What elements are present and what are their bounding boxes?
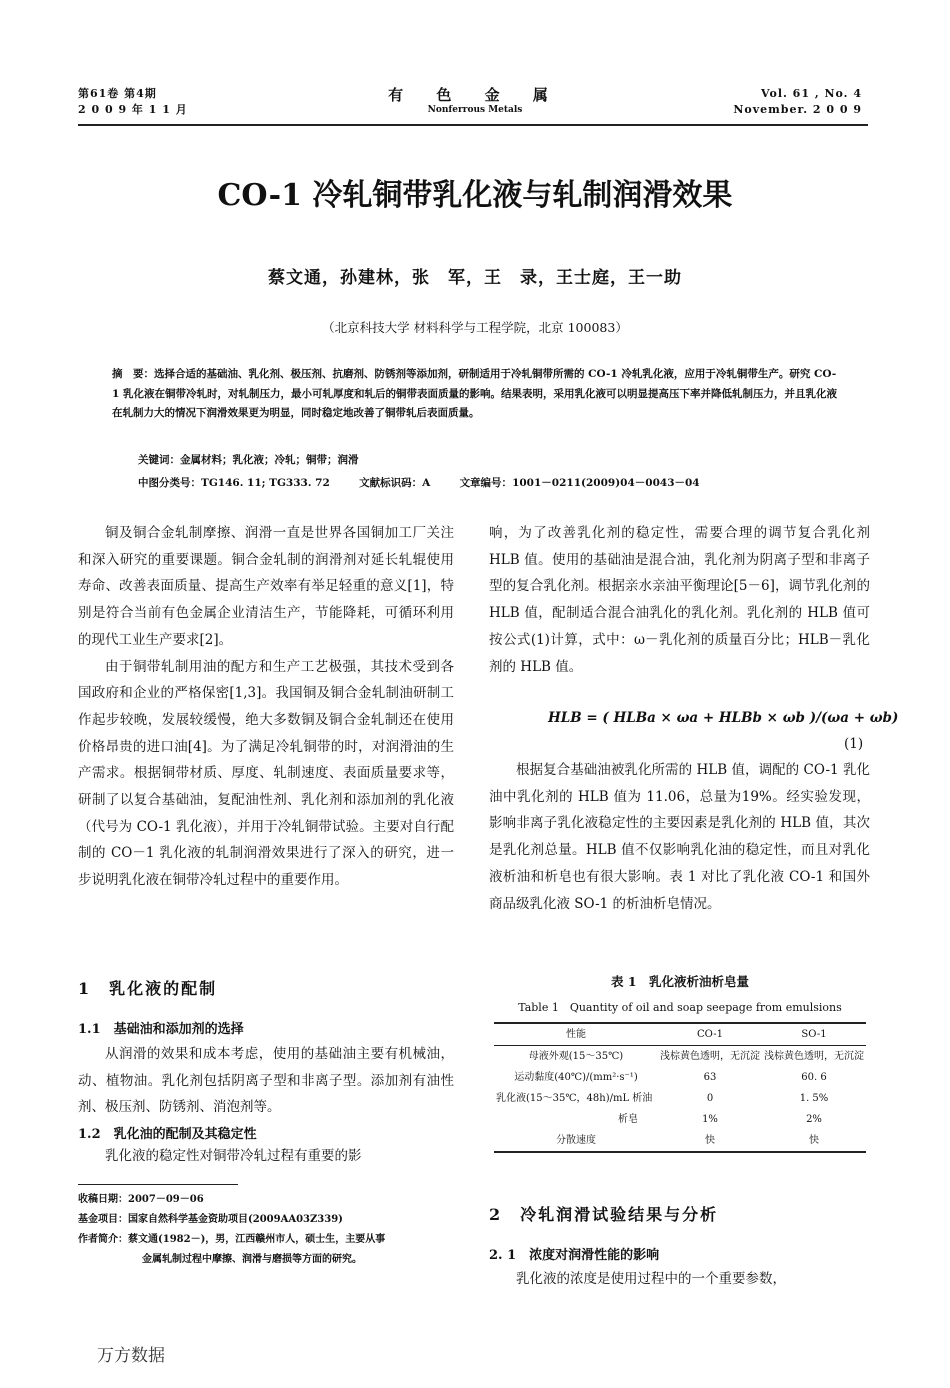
subsection-heading-1-2: 1.2 乳化油的配制及其稳定性 — [78, 1127, 257, 1142]
doc-code-value: A — [422, 477, 431, 489]
table-cell: 母液外观(15～35℃) — [528, 1051, 624, 1062]
paragraph: 根据复合基础油被乳化所需的 HLB 值，调配的 CO-1 乳化油中乳化剂的 HLB 值为 11.06，总量为19%。经实验发现，影响非离子乳化液稳定性的主要因素是乳化剂的 HLB 值，其次是乳化剂总量。HLB 值不仅影响乳化油的稳定性，而且对乳化液析油和析皂也有很大影响。表 1 对比了乳化液 CO-1 和国外商品级乳化液 SO-1 的析油析皂情况。 — [489, 762, 870, 912]
abstract-label: 摘 要： — [112, 368, 154, 380]
subsection-heading-1-1: 1.1 基础油和添加剂的选择 — [78, 1022, 244, 1037]
table-cell: 快 — [705, 1135, 715, 1146]
left-column — [78, 520, 454, 894]
table-cell: 2% — [806, 1114, 822, 1125]
formula-number: (1) — [844, 736, 864, 752]
footnote-bio-cont: 金属轧制过程中摩擦、润滑与磨损等方面的研究。 — [142, 1254, 362, 1265]
article-title: CO-1 冷轧铜带乳化液与轧制润滑效果 — [217, 178, 733, 213]
journal-issue-info — [78, 86, 188, 118]
paragraph: 响，为了改善乳化剂的稳定性，需要合理的调节复合乳化剂 HLB 值。使用的基础油是混合油，乳化剂为阴离子型和非离子型的复合乳化剂。根据亲水亲油平衡理论[5－6]，调节乳化剂的 HLB 值，配制适合混合油乳化的乳化剂。乳化剂的 HLB 值可按公式(1)计算，式中：ω－乳化剂的质量百分比；HLB－乳化剂的 HLB 值。 — [489, 525, 870, 675]
right-column-part3 — [489, 1266, 870, 1293]
keywords — [138, 452, 359, 467]
footnote-fund: 基金项目：国家自然科学基金资助项目(2009AA03Z339) — [78, 1214, 343, 1225]
journal-name-en: Nonferrous Metals — [427, 105, 523, 115]
table-cell: 60. 6 — [801, 1072, 827, 1083]
classification — [138, 475, 700, 490]
right-column — [489, 520, 870, 680]
table-cell: 浅棕黄色透明，无沉淀 — [764, 1051, 864, 1062]
journal-name-cn: 有 色 金 属 — [388, 86, 562, 104]
article-no-label: 文章编号： — [459, 477, 513, 489]
issue-date-en: November. 2 0 0 9 — [733, 103, 862, 116]
table-header: 性能 — [566, 1029, 586, 1040]
table-cell: 分散速度 — [556, 1135, 596, 1146]
table-row — [494, 1067, 866, 1088]
section-heading-1: 1 乳化液的配制 — [78, 979, 218, 998]
paragraph: 从润滑的效果和成本考虑，使用的基础油主要有机械油，动、植物油。乳化剂包括阴离子型和非离子型。添加剂有油性剂、极压剂、防锈剂、消泡剂等。 — [78, 1046, 454, 1116]
table-row — [494, 1088, 866, 1109]
table-header: CO-1 — [697, 1029, 723, 1040]
formula-hlb: HLB = ( HLBa × ωa + HLBb × ωb )/(ωa + ωb) — [548, 710, 899, 726]
table-cell: 63 — [703, 1072, 717, 1083]
journal-issue-info-en — [733, 86, 862, 118]
paragraph: 乳化液的稳定性对铜带冷轧过程有重要的影 — [105, 1148, 362, 1164]
doc-code-label: 文献标识码： — [359, 477, 423, 489]
right-column-part2 — [489, 757, 870, 917]
footnote-rule — [78, 1184, 238, 1185]
header-rule — [78, 124, 868, 126]
subsection-heading-2-1: 2. 1 浓度对润滑性能的影响 — [489, 1248, 660, 1263]
paragraph: 铜及铜合金轧制摩擦、润滑一直是世界各国铜加工厂关注和深入研究的重要课题。铜合金轧制的润滑剂对延长轧辊使用寿命、改善表面质量、提高生产效率有举足轻重的意义[1]，特别是符合当前有色金属企业清洁生产，节能降耗，可循环利用的现代工业生产要求[2]。 — [78, 525, 454, 648]
section-heading-2: 2 冷轧润滑试验结果与分析 — [489, 1205, 719, 1224]
table-row — [494, 1130, 866, 1152]
journal-name — [375, 84, 575, 115]
volume-issue-en: Vol. 61 , No. 4 — [760, 87, 862, 100]
abstract — [112, 365, 842, 424]
table-cell: 1% — [702, 1114, 718, 1125]
table-cell: 0 — [706, 1093, 714, 1104]
table-header: SO-1 — [801, 1029, 827, 1040]
clc-label: 中图分类号： — [138, 477, 201, 489]
table-1 — [494, 1022, 866, 1153]
issue-date: 2 0 0 9 年 1 1 月 — [78, 103, 188, 116]
table-title-en: Table 1 Quantity of oil and soap seepage from emulsions — [518, 1001, 842, 1014]
article-authors: 蔡文通，孙建林，张 军，王 录，王士庭，王一助 — [268, 268, 682, 288]
table-cell: 运动黏度(40℃)/(mm²·s⁻¹) — [514, 1072, 638, 1083]
table-cell: 浅棕黄色透明，无沉淀 — [660, 1051, 760, 1062]
keywords-label: 关键词： — [138, 454, 180, 466]
table-cell: 乳化液(15～35℃，48h)/mL 析油 — [496, 1093, 653, 1104]
volume-issue: 第61卷 第4期 — [78, 87, 157, 100]
abstract-text: 选择合适的基础油、乳化剂、极压剂、抗磨剂、防锈剂等添加剂，研制适用于冷轧铜带所需的 CO-1 冷轧乳化液，应用于冷轧铜带生产。研究 CO-1 乳化液在铜带冷轧时，对轧制压力，最小可轧厚度和轧后的铜带表面质量的影响。结果表明，采用乳化液可以明显提高压下率并降低轧制压力，并且乳化液在轧制力大的情况下润滑效果更为明显，同时稳定地改善了铜带轧后表面质量。 — [112, 368, 837, 419]
table-cell: 析皂 — [618, 1114, 638, 1125]
table-cell: 快 — [809, 1135, 819, 1146]
paragraph: 乳化液的浓度是使用过程中的一个重要参数， — [516, 1271, 786, 1287]
paragraph: 由于铜带轧制用油的配方和生产工艺极强，其技术受到各国政府和企业的严格保密[1,3]。我国铜及铜合金轧制油研制工作起步较晚，发展较缓慢，绝大多数铜及铜合金轧制还在使用价格昂贵的进口油[4]。为了满足冷轧铜带的时，对润滑油的生产需求。根据铜带材质、厚度、轧制速度、表面质量要求等，研制了以复合基础油，复配油性剂、乳化剂和添加剂的乳化液（代号为 CO-1 乳化液），并用于冷轧铜带试验。主要对自行配制的 CO－1 乳化液的轧制润滑效果进行了深入的研究，进一步说明乳化液在铜带冷轧过程中的重要作用。 — [78, 658, 454, 889]
table-header-row — [494, 1023, 866, 1046]
clc-value: TG146. 11; TG333. 72 — [201, 477, 330, 489]
article-affiliation: （北京科技大学 材料科学与工程学院，北京 100083） — [322, 320, 628, 335]
watermark: 万方数据 — [97, 1346, 165, 1366]
keywords-text: 金属材料；乳化液；冷轧；铜带；润滑 — [180, 454, 359, 466]
table-subcell: 析油 — [632, 1093, 653, 1104]
table-row — [494, 1046, 866, 1068]
left-column-part2 — [78, 1041, 454, 1121]
footnote-bio: 作者简介：蔡文通(1982－)，男，江西赣州市人，硕士生，主要从事 — [78, 1234, 386, 1245]
footnotes — [78, 1190, 454, 1270]
table-row — [494, 1109, 866, 1130]
left-column-part3 — [78, 1143, 454, 1170]
table-cell: 1. 5% — [799, 1093, 829, 1104]
table-title: 表 1 乳化液析油析皂量 — [610, 974, 750, 989]
footnote-received: 收稿日期：2007－09－06 — [78, 1194, 204, 1205]
article-no-value: 1001－0211(2009)04－0043－04 — [512, 477, 700, 489]
